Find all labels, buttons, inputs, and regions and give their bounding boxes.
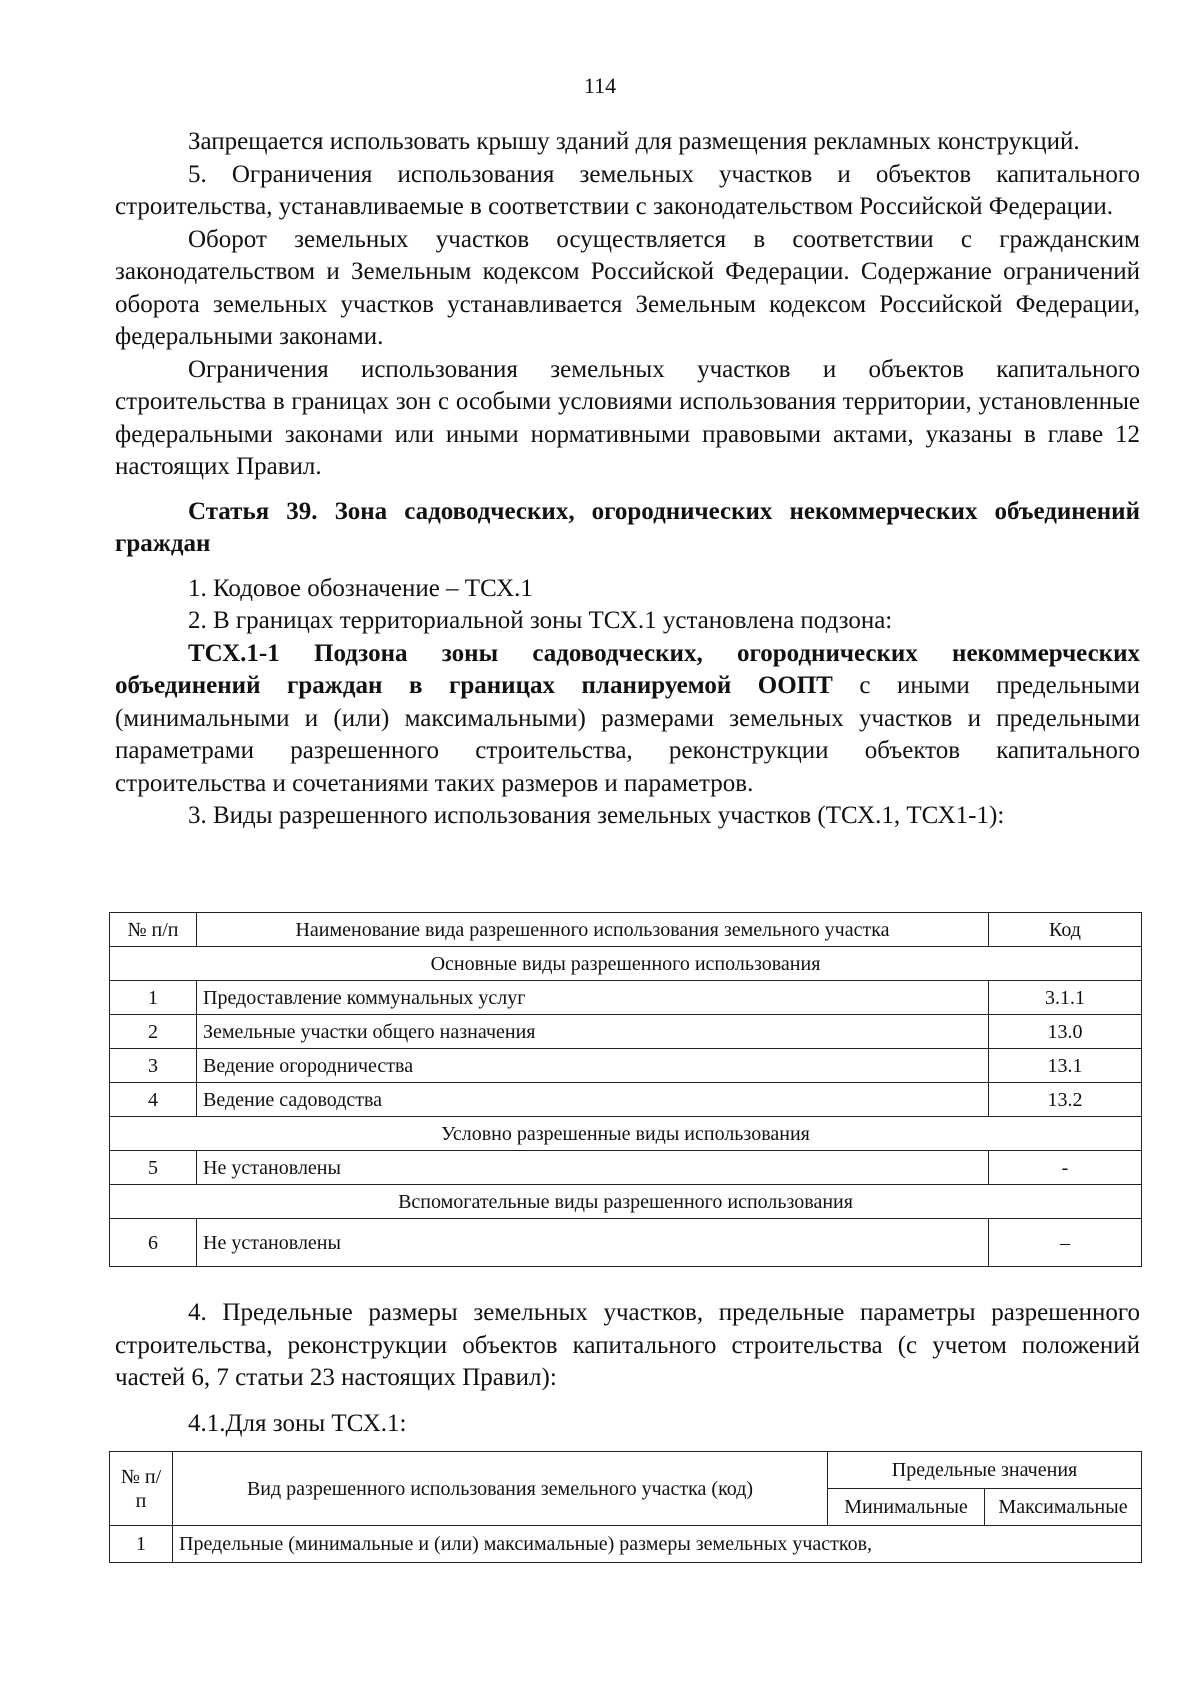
use-name: Предоставление коммунальных услуг bbox=[197, 981, 989, 1015]
table-row bbox=[110, 981, 1142, 1015]
paragraph: Запрещается использовать крышу зданий для размещения рекламных конструкций. bbox=[188, 128, 1080, 155]
list-item: 2. В границах территориальной зоны ТСХ.1 установлена подзона: bbox=[188, 607, 893, 634]
permitted-use-table bbox=[109, 912, 1142, 1267]
use-code: 13.2 bbox=[989, 1083, 1142, 1117]
table-header: Код bbox=[989, 913, 1142, 947]
paragraph: Ограничения использования земельных участков и объектов капитального строительства в границах зон с особыми условиями использования территории, установленные федеральными законами или иными нормативными правовыми актами, указаны в главе 12 настоящих Правил. bbox=[115, 355, 1140, 480]
use-name: Ведение садоводства bbox=[197, 1083, 989, 1117]
row-text: Предельные (минимальные и (или) максимальные) размеры земельных участков, bbox=[173, 1526, 1142, 1563]
row-number: 3 bbox=[110, 1049, 197, 1083]
table-row bbox=[110, 1526, 1142, 1563]
zone-subheading: 4.1.Для зоны ТСХ.1: bbox=[188, 1410, 407, 1437]
row-number: 2 bbox=[110, 1015, 197, 1049]
table-section-row bbox=[110, 1117, 1142, 1151]
table-row bbox=[110, 1151, 1142, 1185]
table-row bbox=[110, 1083, 1142, 1117]
subzone-description: с иными предельными (минимальными и (или) максимальными) размерами земельных участков и предельными параметрами разрешенного строительства, реконструкции объектов капитального строительства и сочетаниями таких размеров и параметров. bbox=[115, 672, 1140, 797]
article-heading: Статья 39. Зона садоводческих, огороднических некоммерческих объединений граждан bbox=[115, 497, 1140, 557]
paragraph: 5. Ограничения использования земельных участков и объектов капитального строительства, устанавливаемые в соответствии с законодательством Российской Федерации. bbox=[115, 160, 1140, 220]
table-section-row bbox=[110, 947, 1142, 981]
table-header: Предельные значения bbox=[828, 1452, 1142, 1489]
section-conditional: Условно разрешенные виды использования bbox=[110, 1117, 1142, 1151]
table-header: № п/п bbox=[110, 913, 197, 947]
table-row bbox=[110, 1219, 1142, 1267]
use-name: Не установлены bbox=[197, 1219, 989, 1267]
use-code: 13.1 bbox=[989, 1049, 1142, 1083]
list-item: 3. Виды разрешенного использования земельных участков (ТСХ.1, ТСХ1-1): bbox=[188, 802, 1005, 829]
table-header: Наименование вида разрешенного использования земельного участка bbox=[197, 913, 989, 947]
use-name: Не установлены bbox=[197, 1151, 989, 1185]
use-code: 3.1.1 bbox=[989, 981, 1142, 1015]
paragraph: Оборот земельных участков осуществляется в соответствии с гражданским законодательством и Земельным кодексом Российской Федерации. Содержание ограничений оборота земельных участков устанавливается Земельным кодексом Российской Федерации, федеральными законами. bbox=[115, 225, 1140, 350]
list-item: 4. Предельные размеры земельных участков, предельные параметры разрешенного строительства, реконструкции объектов капитального строительства (с учетом положений частей 6, 7 статьи 23 настоящих Правил): bbox=[115, 1299, 1140, 1391]
page-number: 114 bbox=[583, 73, 617, 98]
row-number: 1 bbox=[110, 1526, 173, 1563]
table-row bbox=[110, 1049, 1142, 1083]
table-header: Минимальные bbox=[828, 1489, 985, 1526]
table-header-row bbox=[110, 913, 1142, 947]
limits-table bbox=[109, 1451, 1142, 1563]
subzone-title: ТСХ.1-1 Подзона зоны садоводческих, огороднических некоммерческих объединений граждан в границах планируемой ООПТ bbox=[115, 639, 1140, 699]
list-item: 1. Кодовое обозначение – ТСХ.1 bbox=[188, 574, 533, 602]
use-name: Ведение огородничества bbox=[197, 1049, 989, 1083]
table-header: Максимальные bbox=[985, 1489, 1142, 1526]
table-row bbox=[110, 1015, 1142, 1049]
use-code: – bbox=[989, 1219, 1142, 1267]
row-number: 5 bbox=[110, 1151, 197, 1185]
table-header: № п/п bbox=[110, 1452, 173, 1526]
table-section-row bbox=[110, 1185, 1142, 1219]
use-name: Земельные участки общего назначения bbox=[197, 1015, 989, 1049]
section-auxiliary: Вспомогательные виды разрешенного использования bbox=[110, 1185, 1142, 1219]
table-header: Вид разрешенного использования земельного участка (код) bbox=[173, 1452, 828, 1526]
subzone-paragraph bbox=[115, 638, 1140, 801]
section-main: Основные виды разрешенного использования bbox=[110, 947, 1142, 981]
row-number: 6 bbox=[110, 1219, 197, 1267]
body-text bbox=[115, 126, 1140, 833]
limits-paragraph bbox=[115, 1297, 1140, 1395]
table-header-row bbox=[110, 1452, 1142, 1489]
row-number: 4 bbox=[110, 1083, 197, 1117]
use-code: 13.0 bbox=[989, 1015, 1142, 1049]
row-number: 1 bbox=[110, 981, 197, 1015]
use-code: - bbox=[989, 1151, 1142, 1185]
